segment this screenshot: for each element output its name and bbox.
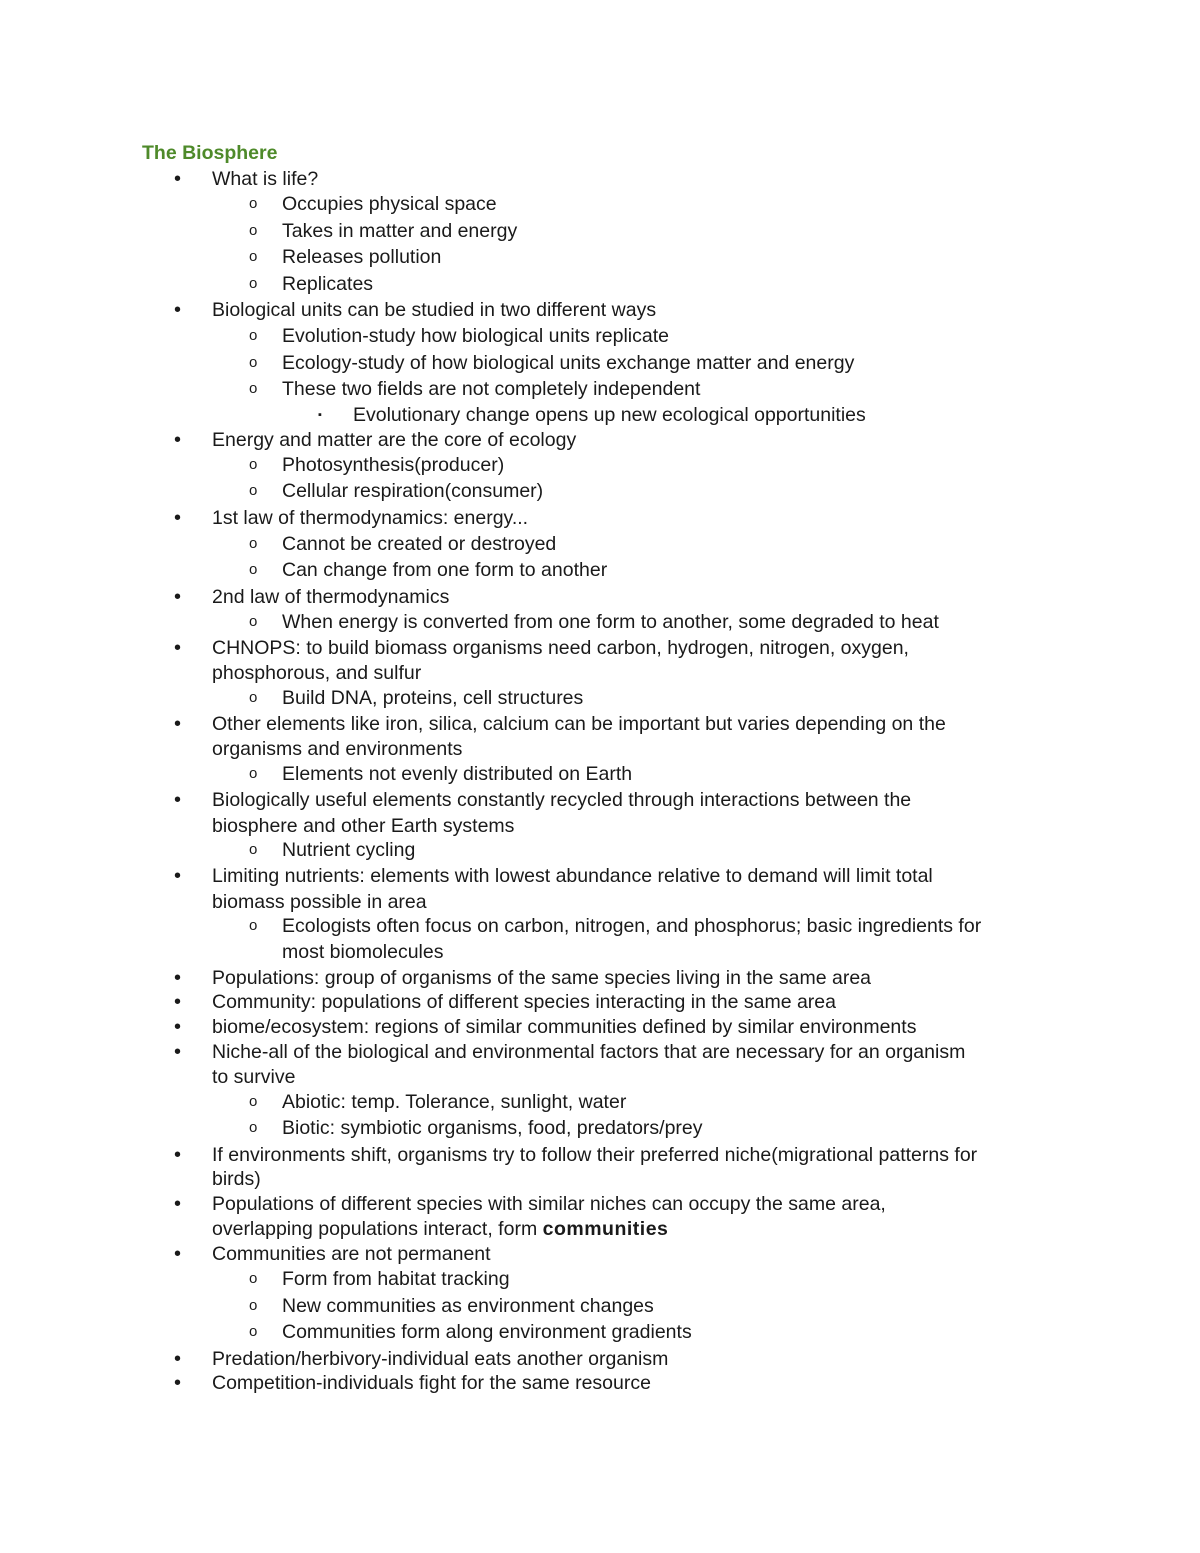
bullet-icon: • bbox=[174, 1243, 182, 1265]
list-item bbox=[0, 1217, 668, 1241]
list-item bbox=[0, 272, 373, 296]
list-item-text: biomass possible in area bbox=[212, 891, 427, 913]
list-item-text: birds) bbox=[212, 1168, 261, 1190]
list-item bbox=[0, 737, 462, 761]
page-title: The Biosphere bbox=[142, 142, 278, 164]
sub-bullet-icon: o bbox=[249, 380, 258, 397]
bullet-icon: • bbox=[174, 637, 182, 659]
list-item-text: Competition-individuals fight for the same resource bbox=[212, 1372, 651, 1394]
list-item bbox=[0, 1320, 692, 1344]
list-item bbox=[0, 506, 528, 530]
list-item bbox=[0, 914, 981, 938]
list-item-text: Photosynthesis(producer) bbox=[282, 454, 505, 476]
list-item bbox=[0, 585, 449, 609]
sub-bullet-icon: o bbox=[249, 1297, 258, 1314]
bullet-icon: • bbox=[174, 168, 182, 190]
list-item bbox=[0, 762, 632, 786]
list-item-text: Can change from one form to another bbox=[282, 559, 608, 581]
list-item bbox=[0, 990, 836, 1014]
list-item-text: Communities are not permanent bbox=[212, 1243, 491, 1265]
list-item-text: Biologically useful elements constantly recycled through interactions between the bbox=[212, 789, 912, 811]
bullet-icon: • bbox=[174, 1372, 182, 1394]
sub-bullet-icon: o bbox=[249, 535, 258, 552]
sub-bullet-icon: o bbox=[249, 917, 258, 934]
list-item bbox=[0, 377, 700, 401]
list-item-text: Populations of different species with similar niches can occupy the same area, bbox=[212, 1193, 886, 1215]
list-item-text: biosphere and other Earth systems bbox=[212, 815, 515, 837]
list-item bbox=[0, 298, 656, 322]
list-item bbox=[0, 712, 946, 736]
list-item bbox=[0, 636, 909, 660]
sub-bullet-icon: o bbox=[249, 1119, 258, 1136]
list-item bbox=[0, 1347, 668, 1371]
list-item-text: Ecology-study of how biological units exchange matter and energy bbox=[282, 352, 855, 374]
list-item-text: These two fields are not completely independent bbox=[282, 378, 701, 400]
list-item-text: most biomolecules bbox=[282, 941, 444, 963]
list-item bbox=[0, 890, 427, 914]
list-item-text: Evolutionary change opens up new ecological opportunities bbox=[353, 404, 866, 426]
list-item-text: Ecologists often focus on carbon, nitrogen, and phosphorus; basic ingredients for bbox=[282, 915, 982, 937]
sub-bullet-icon: o bbox=[249, 613, 258, 630]
list-item bbox=[0, 453, 504, 477]
list-item bbox=[0, 686, 583, 710]
list-item-text: 1st law of thermodynamics: energy... bbox=[212, 507, 529, 529]
list-item bbox=[0, 1090, 626, 1114]
sub-bullet-icon: o bbox=[249, 1270, 258, 1287]
bullet-icon: • bbox=[174, 299, 182, 321]
list-item-text: Community: populations of different species interacting in the same area bbox=[212, 991, 836, 1013]
sub-bullet-icon: o bbox=[249, 841, 258, 858]
list-item bbox=[0, 324, 669, 348]
sub-bullet-icon: o bbox=[249, 1323, 258, 1340]
list-item-text: Replicates bbox=[282, 273, 374, 295]
bullet-icon: • bbox=[174, 507, 182, 529]
list-item bbox=[0, 1116, 703, 1140]
list-item-text: New communities as environment changes bbox=[282, 1295, 654, 1317]
bullet-icon: • bbox=[174, 1144, 182, 1166]
list-item-text: Occupies physical space bbox=[282, 193, 497, 215]
bullet-icon: • bbox=[174, 1041, 182, 1063]
list-item-text: Predation/herbivory-individual eats another organism bbox=[212, 1348, 669, 1370]
list-item bbox=[0, 1242, 491, 1266]
list-item-text: Evolution-study how biological units replicate bbox=[282, 325, 669, 347]
sub-bullet-icon: o bbox=[249, 1093, 258, 1110]
sub-bullet-icon: o bbox=[249, 275, 258, 292]
list-item-text: phosphorous, and sulfur bbox=[212, 662, 422, 684]
list-item-text: organisms and environments bbox=[212, 738, 463, 760]
bullet-icon: • bbox=[174, 865, 182, 887]
list-item-text: Releases pollution bbox=[282, 246, 442, 268]
list-item bbox=[0, 351, 854, 375]
list-item bbox=[0, 403, 866, 427]
list-item bbox=[0, 219, 517, 243]
list-item bbox=[0, 661, 421, 685]
bold-term: communities bbox=[542, 1218, 669, 1240]
bullet-icon: • bbox=[174, 967, 182, 989]
list-item-text: Nutrient cycling bbox=[282, 839, 416, 861]
list-item-text: Biological units can be studied in two different ways bbox=[212, 299, 657, 321]
sub-bullet-icon: o bbox=[249, 222, 258, 239]
list-item bbox=[0, 192, 497, 216]
list-item-text: If environments shift, organisms try to follow their preferred niche(migrational patterns for bbox=[212, 1144, 978, 1166]
list-item-text: 2nd law of thermodynamics bbox=[212, 586, 450, 608]
list-item bbox=[0, 1192, 886, 1216]
list-item-text: Other elements like iron, silica, calcium can be important but varies depending on the bbox=[212, 713, 946, 735]
list-item bbox=[0, 814, 514, 838]
list-item-text-part: overlapping populations interact, form bbox=[212, 1218, 543, 1240]
list-item-text: Abiotic: temp. Tolerance, sunlight, water bbox=[282, 1091, 627, 1113]
list-item-text: Communities form along environment gradients bbox=[282, 1321, 692, 1343]
sub-bullet-icon: o bbox=[249, 561, 258, 578]
list-item bbox=[0, 167, 318, 191]
square-bullet-icon: ▪ bbox=[318, 409, 322, 421]
bullet-icon: • bbox=[174, 586, 182, 608]
list-item bbox=[0, 610, 939, 634]
sub-bullet-icon: o bbox=[249, 689, 258, 706]
list-item-text: What is life? bbox=[212, 168, 319, 190]
list-item-text: Limiting nutrients: elements with lowest abundance relative to demand will limit total bbox=[212, 865, 933, 887]
list-item bbox=[0, 1267, 510, 1291]
list-item bbox=[0, 479, 543, 503]
bullet-icon: • bbox=[174, 1016, 182, 1038]
list-item bbox=[0, 1040, 965, 1064]
bullet-icon: • bbox=[174, 429, 182, 451]
list-item bbox=[0, 1015, 916, 1039]
list-item bbox=[0, 1167, 261, 1191]
list-item-text: Energy and matter are the core of ecology bbox=[212, 429, 577, 451]
bullet-icon: • bbox=[174, 789, 182, 811]
list-item bbox=[0, 428, 576, 452]
list-item bbox=[0, 1294, 654, 1318]
list-item-text: to survive bbox=[212, 1066, 296, 1088]
list-item-text: biome/ecosystem: regions of similar communities defined by similar environments bbox=[212, 1016, 917, 1038]
bullet-icon: • bbox=[174, 713, 182, 735]
bullet-icon: • bbox=[174, 1193, 182, 1215]
list-item bbox=[0, 788, 911, 812]
list-item bbox=[0, 1371, 651, 1395]
list-item-text: Cellular respiration(consumer) bbox=[282, 480, 544, 502]
sub-bullet-icon: o bbox=[249, 195, 258, 212]
list-item bbox=[0, 245, 441, 269]
list-item bbox=[0, 1065, 295, 1089]
list-item-text: CHNOPS: to build biomass organisms need carbon, hydrogen, nitrogen, oxygen, bbox=[212, 637, 909, 659]
sub-bullet-icon: o bbox=[249, 248, 258, 265]
list-item-text: Niche-all of the biological and environmental factors that are necessary for an organism bbox=[212, 1041, 966, 1063]
bullet-icon: • bbox=[174, 991, 182, 1013]
sub-bullet-icon: o bbox=[249, 456, 258, 473]
list-item-text: Takes in matter and energy bbox=[282, 220, 518, 242]
bullet-icon: • bbox=[174, 1348, 182, 1370]
list-item bbox=[0, 532, 556, 556]
list-item-text: Populations: group of organisms of the same species living in the same area bbox=[212, 967, 872, 989]
list-item-text: Cannot be created or destroyed bbox=[282, 533, 557, 555]
list-item bbox=[0, 838, 415, 862]
list-item-text bbox=[212, 1217, 668, 1241]
list-item bbox=[0, 940, 443, 964]
list-item-text: Elements not evenly distributed on Earth bbox=[282, 763, 633, 785]
list-item-text: Build DNA, proteins, cell structures bbox=[282, 687, 584, 709]
list-item bbox=[0, 864, 933, 888]
list-item-text: Biotic: symbiotic organisms, food, predators/prey bbox=[282, 1117, 703, 1139]
list-item-text: When energy is converted from one form to another, some degraded to heat bbox=[282, 611, 939, 633]
list-item bbox=[0, 558, 607, 582]
sub-bullet-icon: o bbox=[249, 327, 258, 344]
list-item-text: Form from habitat tracking bbox=[282, 1268, 510, 1290]
list-item bbox=[0, 966, 871, 990]
sub-bullet-icon: o bbox=[249, 765, 258, 782]
sub-bullet-icon: o bbox=[249, 482, 258, 499]
list-item bbox=[0, 1143, 977, 1167]
sub-bullet-icon: o bbox=[249, 354, 258, 371]
